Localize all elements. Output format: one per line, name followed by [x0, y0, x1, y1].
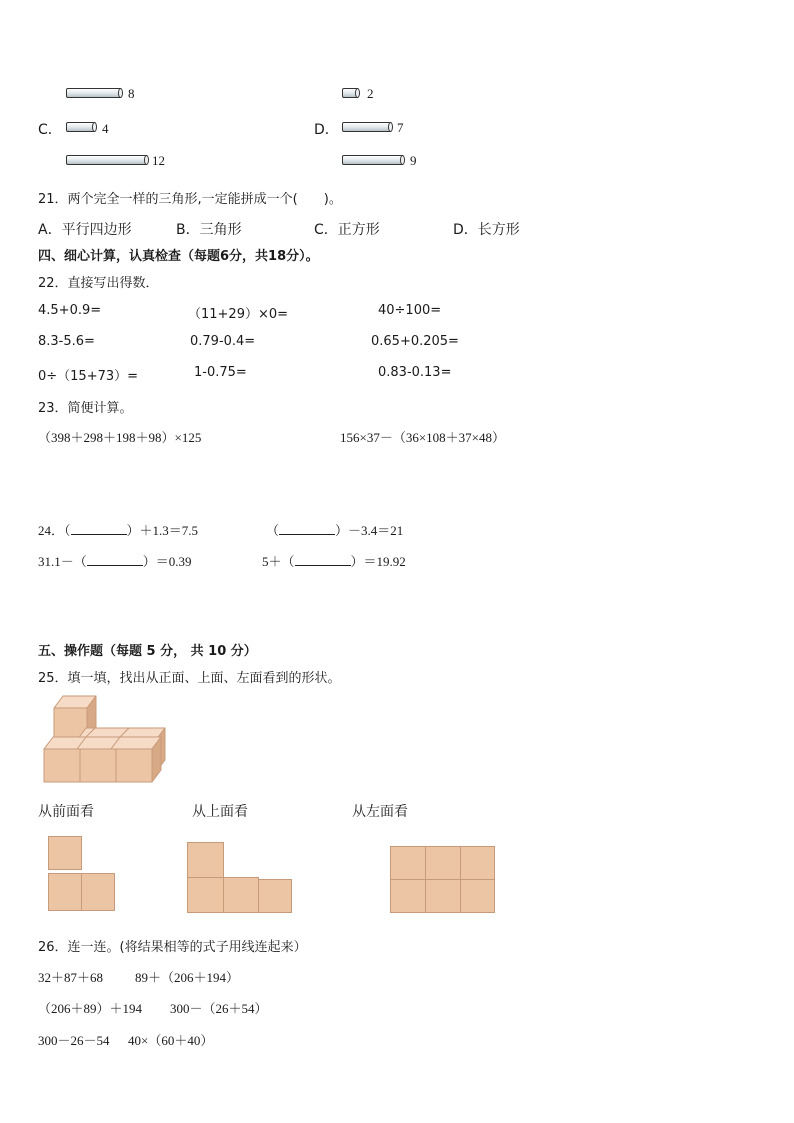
q26-expr-right[interactable]: 40×（60＋40） — [128, 1033, 214, 1048]
view-square — [223, 877, 259, 913]
view-square — [187, 842, 224, 878]
view-square — [460, 846, 495, 880]
q26-expr-right[interactable]: 300－（26＋54） — [170, 1001, 268, 1016]
equation-suffix: ）＝0.39 — [142, 554, 192, 569]
equation-prefix: （ — [266, 523, 280, 538]
q25-title: 25．填一填，找出从正面、上面、左面看到的形状。 — [38, 671, 341, 686]
option-d-label: D． — [314, 122, 339, 138]
stick-length: 9 — [410, 153, 417, 168]
view-label-left: 从左面看 — [352, 804, 408, 820]
answer-blank[interactable] — [87, 553, 143, 566]
view-square — [81, 873, 115, 911]
q24-equation-4 — [262, 551, 406, 570]
cube-stack-illustration — [40, 692, 172, 788]
q22-expr: 1-0.75= — [194, 365, 247, 380]
q21-option-a: A．平行四边形 — [38, 222, 132, 238]
view-square — [390, 846, 426, 880]
answer-blank[interactable] — [279, 522, 335, 535]
q23-expr-2: 156×37－（36×108＋37×48） — [340, 430, 505, 445]
answer-blank[interactable] — [295, 553, 351, 566]
q22-title: 22．直接写出得数． — [38, 276, 159, 291]
stick-length: 8 — [128, 86, 135, 101]
equation-prefix: 31.1－（ — [38, 554, 87, 569]
q22-expr: 0.83-0.13= — [378, 365, 452, 380]
stick-length: 2 — [367, 86, 374, 101]
stick-icon — [342, 88, 359, 98]
view-square — [460, 879, 495, 913]
equation-prefix: 24．（ — [38, 523, 71, 538]
stick-length: 7 — [397, 120, 404, 135]
q26-expr-right[interactable]: 89＋（206＋194） — [135, 970, 240, 985]
stick-icon — [342, 155, 404, 165]
view-square — [425, 846, 461, 880]
q24-equation-3 — [38, 551, 192, 570]
q24-equation-1 — [38, 520, 198, 539]
q22-expr: 0÷（15+73）= — [38, 369, 139, 384]
q21-question: 21．两个完全一样的三角形,一定能拼成一个( )。 — [38, 192, 342, 207]
q22-expr: 8.3-5.6= — [38, 334, 95, 349]
section-4-heading: 四、细心计算，认真检查（每题6分，共18分）。 — [38, 249, 319, 264]
q22-expr: 0.65+0.205= — [371, 334, 459, 349]
q24-equation-2 — [266, 520, 403, 539]
view-square — [48, 873, 82, 911]
q26-expr-left[interactable]: 32＋87＋68 — [38, 970, 104, 985]
view-square — [425, 879, 461, 913]
view-square — [390, 879, 426, 913]
view-label-front: 从前面看 — [38, 804, 94, 820]
q21-option-c: C．正方形 — [314, 222, 380, 238]
equation-prefix: 5＋（ — [262, 554, 295, 569]
answer-blank[interactable] — [71, 522, 127, 535]
q21-option-d: D．长方形 — [453, 222, 520, 238]
stick-icon — [66, 88, 122, 98]
q23-title: 23．简便计算。 — [38, 401, 133, 416]
q26-title: 26．连一连。(将结果相等的式子用线连起来） — [38, 940, 307, 955]
view-label-top: 从上面看 — [192, 804, 248, 820]
q22-expr: （11+29）×0= — [188, 307, 289, 322]
equation-suffix: ）－3.4＝21 — [335, 523, 404, 538]
stick-icon — [66, 122, 96, 132]
q26-expr-left[interactable]: （206＋89）＋194 — [38, 1001, 143, 1016]
q22-expr: 4.5+0.9= — [38, 303, 102, 318]
equation-suffix: ）＝19.92 — [350, 554, 406, 569]
stick-length: 4 — [102, 121, 109, 136]
q22-expr: 40÷100= — [378, 303, 442, 318]
q26-expr-left[interactable]: 300－26－54 — [38, 1033, 110, 1048]
stick-icon — [342, 122, 392, 132]
stick-icon — [66, 155, 148, 165]
stick-length: 12 — [152, 153, 165, 168]
q22-expr: 0.79-0.4= — [190, 334, 256, 349]
section-5-heading: 五、操作题（每题 5 分， 共 10 分） — [38, 644, 257, 659]
option-c-label: C． — [38, 122, 62, 138]
view-square — [187, 877, 224, 913]
q21-option-b: B．三角形 — [176, 222, 242, 238]
view-square — [48, 836, 82, 870]
view-square — [258, 879, 292, 913]
equation-suffix: ）＋1.3＝7.5 — [126, 523, 199, 538]
q23-expr-1: （398＋298＋198＋98）×125 — [38, 430, 202, 445]
